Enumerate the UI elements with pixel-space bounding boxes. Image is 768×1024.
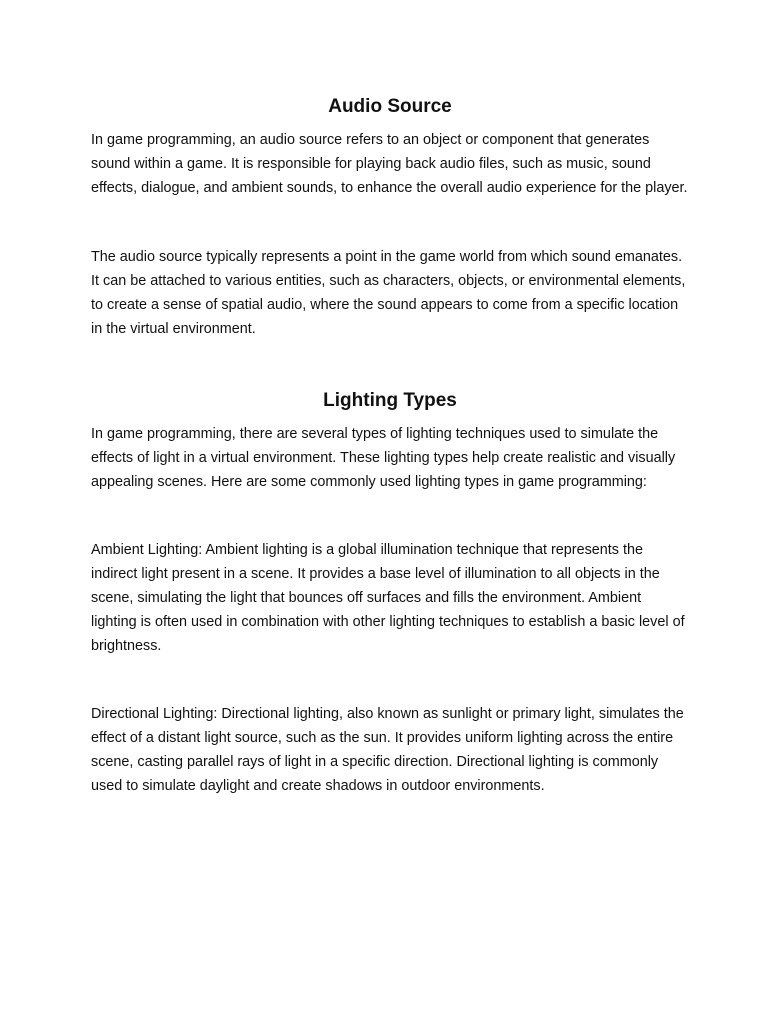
paragraph-lighting-intro: In game programming, there are several types of lighting techniques used to simulate the effects of light in a virtual environment. These lighting types help create realistic and visually appealing scenes. Here are some commonly used lighting types in game programming: bbox=[91, 426, 676, 490]
paragraph-audio-source-spatial: The audio source typically represents a point in the game world from which sound emanates. It can be attached to various entities, such as characters, objects, or environmental elements, to create a sense of spatial audio, where the sound appears to come from a specific location in the virtual environment. bbox=[91, 249, 686, 337]
section-spacer bbox=[91, 341, 689, 388]
paragraph-spacer bbox=[91, 658, 689, 702]
paragraph-spacer bbox=[91, 494, 689, 538]
heading-audio-source: Audio Source bbox=[328, 96, 452, 117]
document-content bbox=[91, 94, 689, 798]
heading-lighting-types: Lighting Types bbox=[323, 390, 457, 411]
paragraph-audio-source-definition: In game programming, an audio source refers to an object or component that generates sound within a game. It is responsible for playing back audio files, such as music, sound effects, dialogue, and ambient sounds, to enhance the overall audio experience for the player. bbox=[91, 132, 688, 196]
paragraph-directional-lighting: Directional Lighting: Directional lighting, also known as sunlight or primary light, simulates the effect of a distant light source, such as the sun. It provides uniform lighting across the entire scene, casting parallel rays of light in a specific direction. Directional lighting is commonly used to simulate daylight and create shadows in outdoor environments. bbox=[91, 706, 684, 794]
paragraph-ambient-lighting: Ambient Lighting: Ambient lighting is a global illumination technique that represents the indirect light present in a scene. It provides a base level of illumination to all objects in the scene, simulating the light that bounces off surfaces and fills the environment. Ambient lighting is often used in combination with other lighting techniques to establish a basic level of brightness. bbox=[91, 542, 685, 654]
paragraph-spacer bbox=[91, 200, 689, 245]
